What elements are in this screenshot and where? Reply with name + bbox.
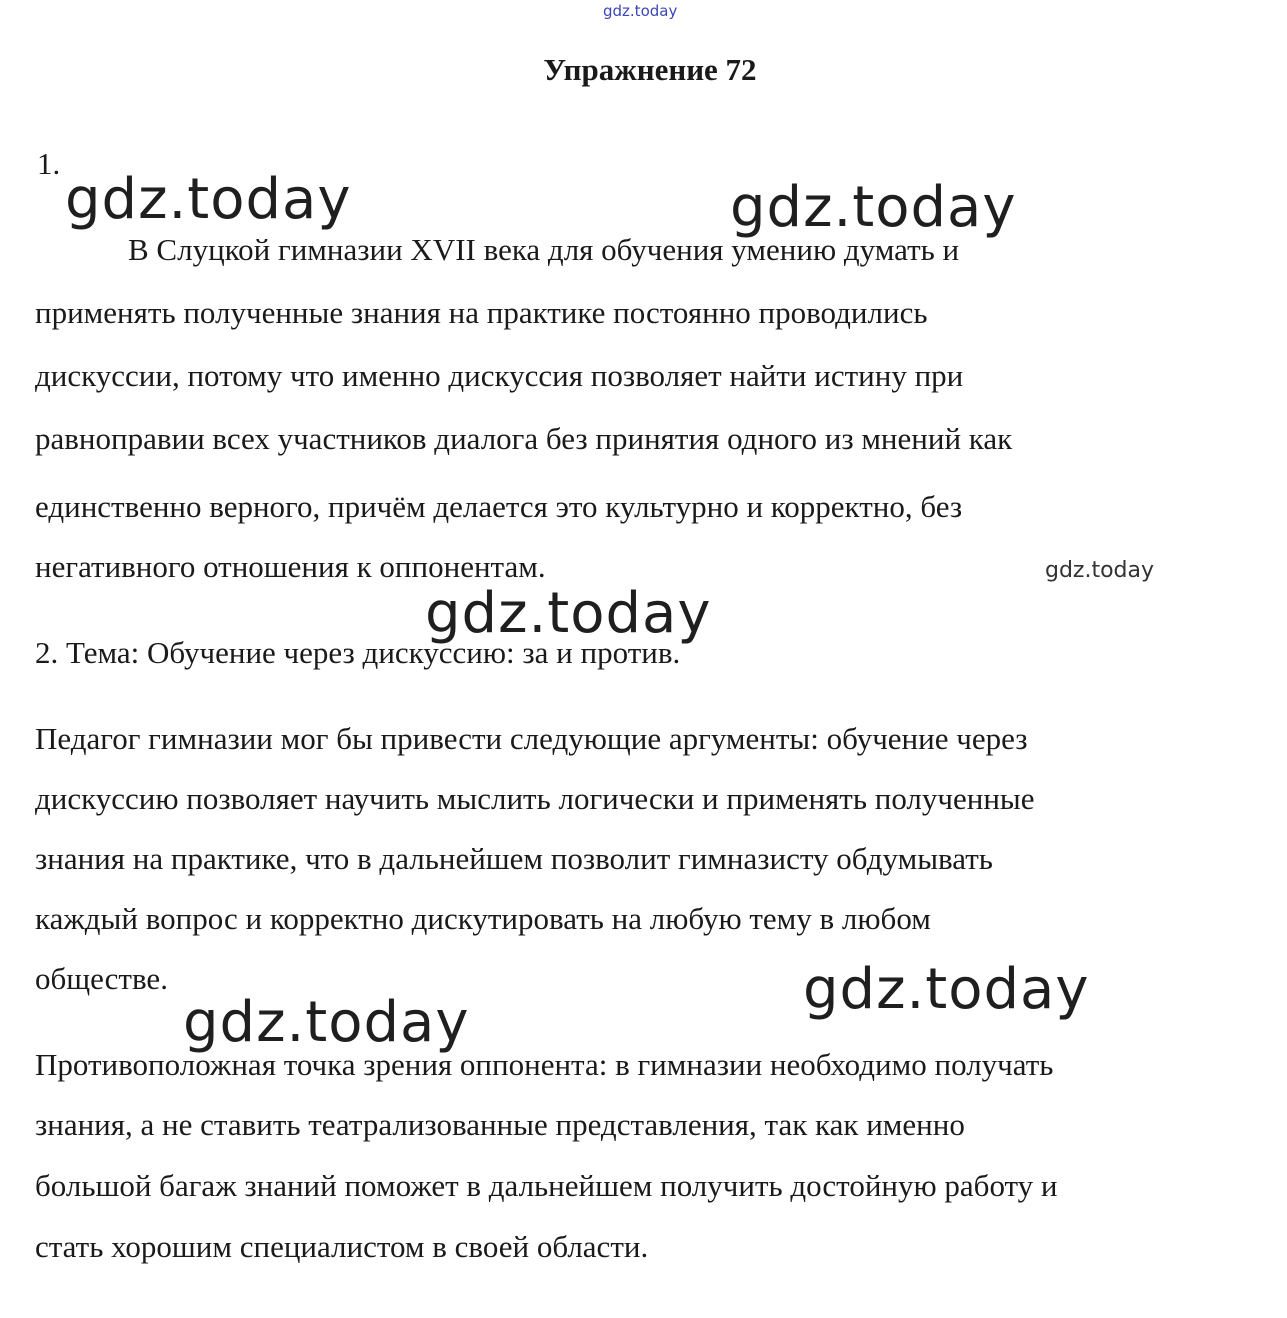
para3-line-1: Противоположная точка зрения оппонента: в гимназии необходимо получать	[35, 1047, 1054, 1082]
watermark-4: gdz.today	[425, 581, 712, 646]
para1-line-1: В Слуцкой гимназии XVII века для обучения умению думать и	[128, 232, 960, 267]
para2-line-1: Педагог гимназии мог бы привести следующие аргументы: обучение через	[35, 721, 1028, 756]
para3-line-2: знания, а не ставить театрализованные представления, так как именно	[35, 1107, 965, 1142]
item-1-number: 1.	[37, 146, 61, 181]
watermark-6: gdz.today	[183, 990, 470, 1055]
para1-line-3: дискуссии, потому что именно дискуссия позволяет найти истину при	[35, 358, 964, 393]
watermark-5: gdz.today	[803, 957, 1090, 1022]
para3-line-3: большой багаж знаний поможет в дальнейшем получить достойную работу и	[35, 1168, 1058, 1203]
para2-line-3: знания на практике, что в дальнейшем позволит гимназисту обдумывать	[35, 841, 993, 876]
para1-line-4: равноправии всех участников диалога без принятия одного из мнений как	[35, 421, 1013, 456]
item-2-topic: 2. Тема: Обучение через дискуссию: за и против.	[35, 635, 681, 670]
para1-line-2: применять полученные знания на практике постоянно проводились	[35, 295, 928, 330]
para2-line-5: обществе.	[35, 961, 168, 996]
para2-line-4: каждый вопрос и корректно дискутировать на любую тему в любом	[35, 901, 931, 936]
exercise-title: Упражнение 72	[543, 52, 757, 87]
para2-line-2: дискуссию позволяет научить мыслить логически и применять полученные	[35, 781, 1035, 816]
watermark-1: gdz.today	[65, 167, 352, 232]
para3-line-4: стать хорошим специалистом в своей области.	[35, 1229, 649, 1264]
para1-line-5: единственно верного, причём делается это культурно и корректно, без	[35, 489, 963, 524]
watermark-top: gdz.today	[603, 2, 678, 20]
para1-line-6: негативного отношения к оппонентам.	[35, 549, 546, 584]
watermark-2: gdz.today	[730, 175, 1017, 240]
watermark-3: gdz.today	[1045, 558, 1155, 583]
